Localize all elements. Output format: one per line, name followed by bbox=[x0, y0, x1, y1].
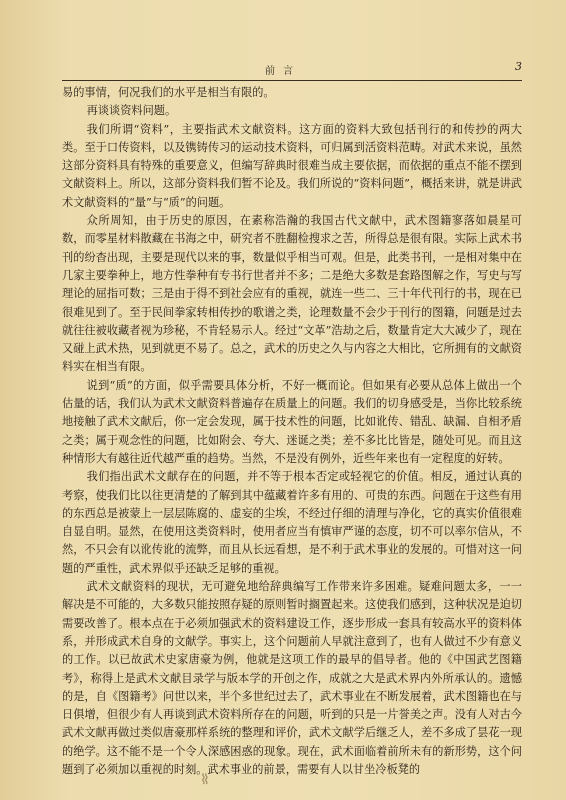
running-title: 前言 bbox=[265, 66, 301, 77]
pencil-mark-icon: ⌇⌇ bbox=[200, 772, 206, 788]
paragraph: 我们指出武术文献存在的问题，并不等于根本否定或轻视它的价值。相反，通过认真的考察，使我们比以往更清楚的了解到其中蕴藏着许多有用的、可贵的东西。问题在于这些有用的东西总是被蒙上一层层陈腐的、虚妄的尘埃，不经过仔细的清理与净化，它的真实价值很难自显自明。显然，在使用这类资料时，使用者应当有慎审严谨的态度，切不可以率尔信从，不然，不只会有以讹传讹的流弊，而且从长远看想，是不利于武术事业的发展的。可惜对这一问题的严重性，武术界似乎还缺乏足够的重视。 bbox=[62, 470, 522, 575]
header-rule bbox=[62, 80, 522, 81]
page-number: 3 bbox=[515, 60, 522, 73]
body-text bbox=[62, 84, 522, 779]
paragraph: 说到“质”的方面，似乎需要具体分析，不好一概而论。但如果有必要从总体上做出一个估量的话，我们认为武术文献资料普遍存在质量上的问题。我们的切身感受是，当你比较系统地接触了武术文献后，你一定会发现，属于技术性的问题，比如讹传、错乱、缺漏、自相矛盾之类；属于观念性的问题，比如附会、夸大、迷诞之类；差不多比比皆是，随处可见。而且这种情形大有越往近代越严重的趋势。当然，不是没有例外，近些年来也有一定程度的好转。 bbox=[62, 378, 522, 465]
page-header bbox=[0, 60, 566, 78]
paragraph: 再谈谈资料问题。 bbox=[86, 104, 177, 118]
paragraph: 众所周知，由于历史的原因，在素称浩瀚的我国古代文献中，武术图籍寥落如晨星可数，而零星材料散藏在书海之中，研究者不胜翻检搜求之苦，所得总是很有限。实际上武术书刊的纷杳出现，主要是现代以来的事，数量似乎相当可观。但是，此类书刊，一是相对集中在几家主要拳种上，地方性拳种有专书行世者并不多；二是绝大多数是套路图解之作，写史与写理论的屈指可数；三是由于得不到社会应有的重视，就连一些二、三十年代刊行的书，现在已很难见到了。至于民间拳家转相传抄的歌谱之类，论理数量不会少于刊行的图籍，问题是过去就往往被收藏者视为珍秘，不肯轻易示人。经过“文革”浩劫之后，数量肯定大大减少了，现在又碰上武术热，见到就更不易了。总之，武术的历史之久与内容之大相比，它所拥有的文献资料实在相当有限。 bbox=[62, 214, 522, 374]
paragraph: 易的事情，何况我们的水平是相当有限的。 bbox=[62, 86, 275, 99]
paragraph: 武术文献资料的现状，无可避免地给辞典编写工作带来许多困难。疑难问题太多，一一解决是不可能的，大多数只能按照存疑的原则暂时搁置起来。这使我们感到，这种状况是迫切需要改善了。根本点在于必须加强武术的资料建设工作，逐步形成一套具有较高水平的资料体系，并形成武术自身的文献学。事实上，这个问题前人早就注意到了，也有人做过不少有意义的工作。以已故武术史家唐豪为例，他就是这项工作的最早的倡导者。他的《中国武艺图籍考》，称得上是武术文献目录学与版本学的开创之作，成就之大是武术界内外所承认的。遗憾的是，自《图籍考》问世以来，半个多世纪过去了，武术事业在不断发展着，武术图籍也在与日俱增，但很少有人再谈到武术资料所存在的问题，听到的只是一片誉美之声。没有人对古今武术文献再做过类似唐豪那样系统的整理和评价，武术文献学后继乏人，差不多成了昙花一现的绝学。这不能不是一个令人深感困惑的现象。现在，武术面临着前所未有的新形势，这个问题到了必须加以重视的时刻。武术事业的前景，需要有人以甘坐冷板凳的 bbox=[62, 580, 522, 776]
paragraph: 我们所谓“资料”，主要指武术文献资料。这方面的资料大致包括刊行的和传抄的两大类。至于口传资料，以及镌铸传习的运动技术资料，可归属到活资料范畴。对武术来说，虽然这部分资料具有特殊的重要意义，但编写辞典时很难当成主要依据，而依据的重点不能不摆到文献资料上。所以，这部分资料我们暂不论及。我们所说的“资料问题”，概括来讲，就是讲武术文献资料的“量”与“质”的问题。 bbox=[62, 122, 522, 209]
